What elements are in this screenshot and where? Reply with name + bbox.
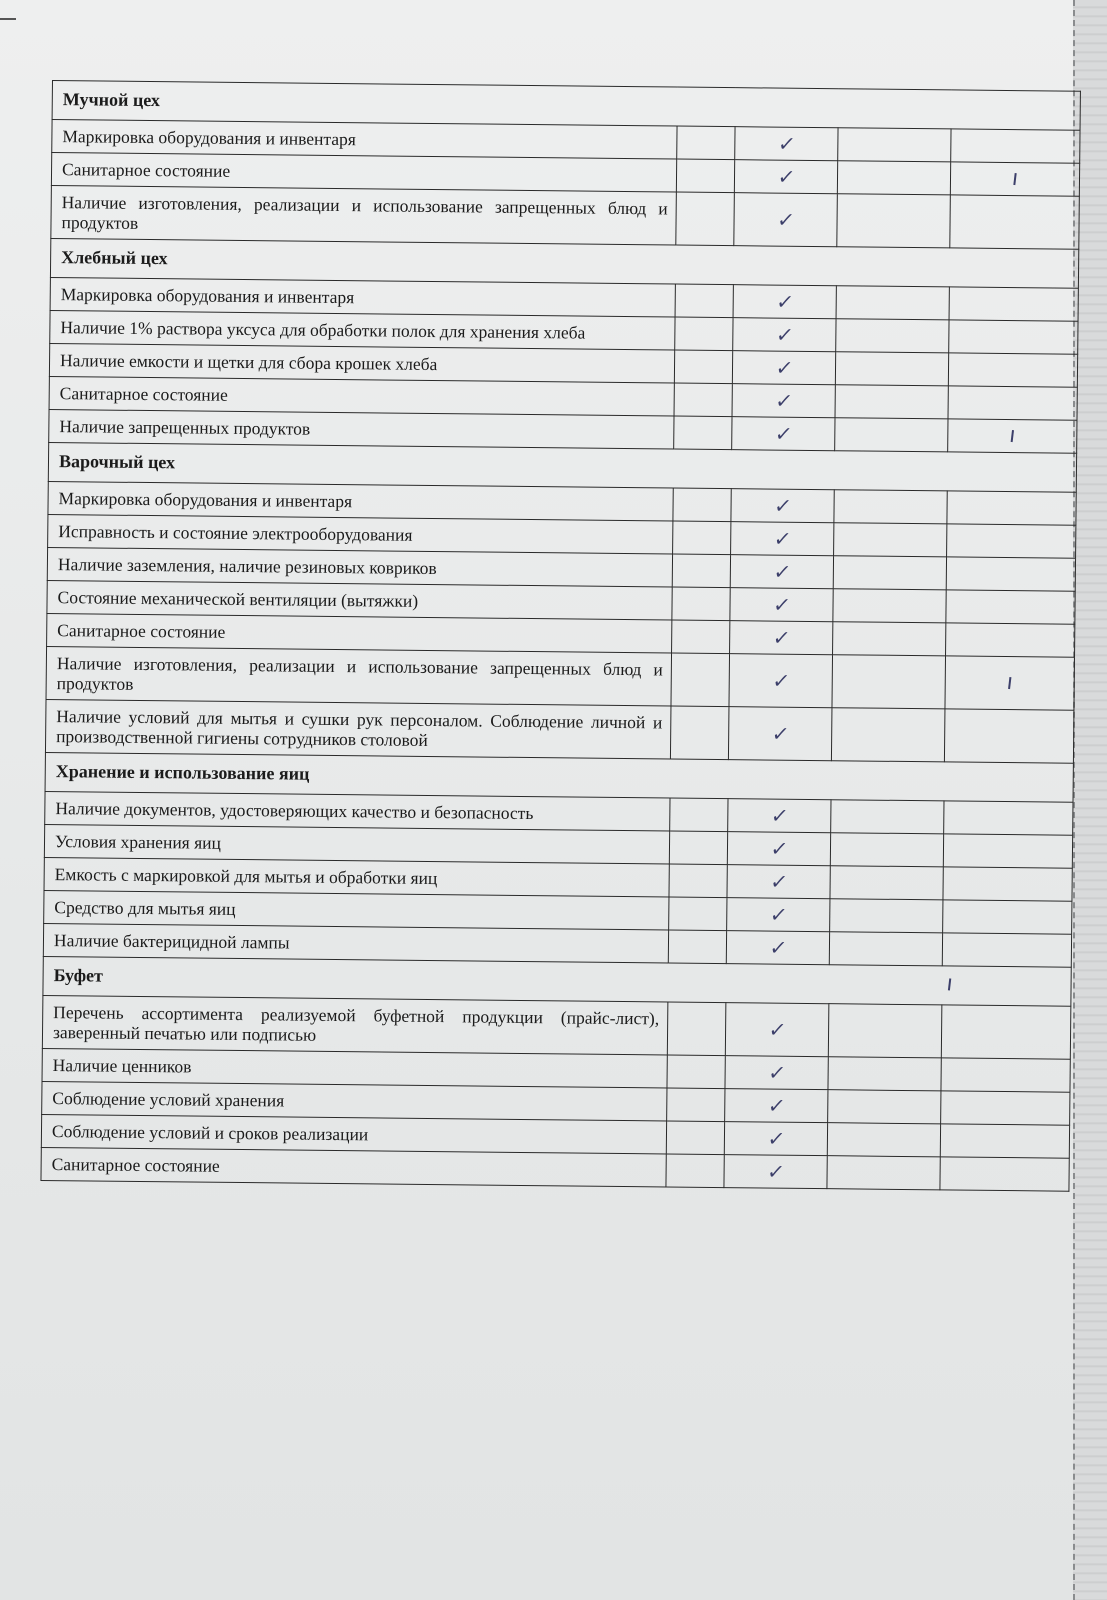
notes-cell (941, 1005, 1071, 1059)
requirement-text: Санитарное состояние (41, 1147, 666, 1187)
check-mark-icon: ✓ (766, 1093, 787, 1118)
check-mark-icon: ✓ (771, 592, 792, 617)
check-mark-icon: ✓ (772, 493, 793, 518)
blank-cell (677, 126, 735, 160)
blank-cell (673, 521, 731, 555)
noncompliance-cell (830, 899, 943, 933)
noncompliance-cell (828, 1004, 942, 1058)
blank-cell (667, 1055, 725, 1089)
check-mark-icon: ✓ (776, 131, 797, 156)
blank-cell (673, 488, 731, 522)
noncompliance-cell (838, 128, 951, 162)
check-mark-icon: ✓ (775, 207, 796, 232)
noncompliance-cell (833, 622, 946, 656)
noncompliance-cell (828, 1057, 941, 1091)
check-mark-icon: ✓ (774, 289, 795, 314)
pen-tick-mark (1008, 677, 1011, 689)
requirement-text: Наличие изготовления, реализации и использование запрещенных блюд и продуктов (51, 185, 677, 245)
check-mark-icon: ✓ (774, 322, 795, 347)
check-mark-icon: ✓ (765, 1126, 787, 1151)
compliance-cell (730, 555, 833, 589)
check-mark-icon: ✓ (765, 1159, 786, 1184)
noncompliance-cell (833, 556, 946, 590)
compliance-cell (726, 931, 829, 965)
check-mark-icon: ✓ (768, 902, 789, 927)
compliance-cell (730, 588, 833, 622)
requirement-text: Соблюдение условий и сроков реализации (41, 1114, 666, 1154)
check-mark-icon: ✓ (771, 625, 792, 650)
noncompliance-cell (832, 655, 946, 709)
blank-cell (672, 554, 730, 588)
blank-cell (669, 831, 727, 865)
notes-cell (943, 867, 1072, 901)
requirement-text: Наличие заземления, наличие резиновых ковриков (47, 547, 672, 587)
notes-cell (945, 656, 1075, 710)
requirement-text: Санитарное состояние (49, 376, 674, 416)
blank-cell (669, 897, 727, 931)
requirement-text: Наличие ценников (42, 1048, 667, 1088)
notes-cell (948, 353, 1077, 387)
blank-cell (675, 317, 733, 351)
checklist-body (41, 81, 1080, 1192)
requirement-text: Маркировка оборудования и инвентаря (48, 481, 673, 521)
blank-cell (670, 798, 728, 832)
requirement-text: Санитарное состояние (47, 613, 672, 653)
check-mark-icon: ✓ (766, 1060, 787, 1085)
noncompliance-cell (833, 589, 946, 623)
check-mark-icon: ✓ (766, 1017, 788, 1042)
compliance-cell (728, 799, 831, 833)
check-mark-icon: ✓ (775, 164, 797, 189)
compliance-cell (733, 318, 836, 352)
requirement-text: Средство для мытья яиц (44, 890, 669, 930)
notes-cell (948, 386, 1077, 420)
notes-cell (941, 1058, 1070, 1092)
blank-cell (667, 1002, 726, 1056)
check-mark-icon: ✓ (769, 721, 791, 746)
requirement-text: Наличие запрещенных продуктов (49, 409, 674, 449)
requirement-text: Санитарное состояние (51, 153, 676, 193)
blank-cell (672, 587, 730, 621)
section-title-text: Мучной цех (62, 89, 161, 111)
section-title-text: Хлебный цех (61, 247, 168, 269)
blank-cell (676, 159, 734, 193)
section-title-text: Варочный цех (58, 451, 176, 473)
check-mark-icon: ✓ (767, 935, 789, 960)
requirement-text: Наличие бактерицидной лампы (43, 923, 668, 963)
compliance-cell (732, 417, 835, 451)
checklist-sheet (40, 80, 1079, 1192)
notes-cell (949, 320, 1078, 354)
noncompliance-cell (836, 286, 949, 320)
noncompliance-cell (827, 1123, 940, 1157)
blank-cell (666, 1154, 724, 1188)
blank-cell (667, 1088, 725, 1122)
notes-cell (948, 419, 1077, 453)
requirement-text: Состояние механической вентиляции (вытяжки) (47, 580, 672, 620)
requirement-text: Наличие 1% раствора уксуса для обработки полок для хранения хлеба (50, 310, 675, 350)
compliance-cell (727, 865, 830, 899)
compliance-cell (730, 621, 833, 655)
compliance-cell (732, 351, 835, 385)
blank-cell (666, 1121, 724, 1155)
notes-cell (941, 1091, 1070, 1125)
check-mark-icon: ✓ (768, 869, 789, 894)
noncompliance-cell (835, 385, 948, 419)
blank-cell (674, 383, 732, 417)
requirement-text: Наличие документов, удостоверяющих качество и безопасность (45, 791, 670, 831)
notes-cell (951, 129, 1080, 163)
requirement-text: Наличие емкости и щетки для сбора крошек хлеба (49, 343, 674, 383)
check-mark-icon: ✓ (772, 526, 793, 551)
check-mark-icon: ✓ (773, 388, 794, 413)
compliance-cell (725, 1089, 828, 1123)
compliance-cell (725, 1056, 828, 1090)
notes-cell (946, 557, 1075, 591)
blank-cell (670, 706, 729, 760)
notes-cell (946, 623, 1075, 657)
noncompliance-cell (837, 194, 951, 248)
blank-cell (676, 192, 735, 246)
notes-cell (949, 287, 1078, 321)
compliance-cell (735, 127, 838, 161)
compliance-cell (727, 832, 830, 866)
section-title-text: Буфет (53, 965, 104, 986)
compliance-cell (731, 489, 834, 523)
compliance-cell (734, 193, 838, 247)
notes-cell (943, 900, 1072, 934)
pen-tick-mark (1013, 173, 1016, 185)
compliance-cell (732, 384, 835, 418)
noncompliance-cell (830, 833, 943, 867)
compliance-cell (734, 160, 837, 194)
requirement-text: Исправность и состояние электрооборудования (48, 514, 673, 554)
notes-cell (950, 162, 1079, 196)
check-mark-icon: ✓ (769, 803, 790, 828)
notes-cell (940, 1124, 1069, 1158)
noncompliance-cell (831, 800, 944, 834)
notes-cell (940, 1157, 1069, 1191)
blank-cell (669, 864, 727, 898)
requirement-text: Соблюдение условий хранения (42, 1081, 667, 1121)
compliance-cell (727, 898, 830, 932)
pen-tick-mark (949, 974, 951, 994)
check-mark-icon: ✓ (770, 668, 791, 693)
requirement-text: Наличие изготовления, реализации и использование запрещенных блюд и продуктов (46, 646, 672, 706)
blank-cell (671, 653, 730, 707)
noncompliance-cell (836, 319, 949, 353)
noncompliance-cell (829, 932, 942, 966)
requirement-text: Наличие условий для мытья и сушки рук персоналом. Соблюдение личной и производственной гигиены сотрудников столовой (45, 699, 671, 759)
noncompliance-cell (835, 418, 948, 452)
noncompliance-cell (834, 523, 947, 557)
notes-cell (944, 801, 1073, 835)
compliance-cell (729, 654, 833, 708)
notes-cell (950, 195, 1080, 249)
section-title-text: Хранение и использование яиц (55, 761, 310, 784)
noncompliance-cell (834, 490, 947, 524)
compliance-cell (733, 285, 836, 319)
blank-cell (672, 620, 730, 654)
notes-cell (947, 491, 1076, 525)
check-mark-icon: ✓ (771, 559, 793, 584)
noncompliance-cell (828, 1090, 941, 1124)
requirement-text: Маркировка оборудования и инвентаря (52, 120, 677, 160)
compliance-cell (731, 522, 834, 556)
compliance-cell (724, 1122, 827, 1156)
compliance-cell (725, 1003, 829, 1057)
requirement-text: Маркировка оборудования и инвентаря (50, 277, 675, 317)
compliance-cell (724, 1155, 827, 1189)
notes-cell (942, 933, 1071, 967)
requirement-text: Перечень ассортимента реализуемой буфетной продукции (прайс-лист), заверенный печатью или подписью (42, 995, 668, 1055)
noncompliance-cell (830, 866, 943, 900)
requirement-text: Емкость с маркировкой для мытья и обработки яиц (44, 857, 669, 897)
noncompliance-cell (827, 1156, 940, 1190)
margin-mark (0, 18, 16, 20)
blank-cell (674, 350, 732, 384)
notes-cell (946, 590, 1075, 624)
inspection-checklist-table (40, 80, 1081, 1192)
noncompliance-cell (835, 352, 948, 386)
check-mark-icon: ✓ (768, 836, 790, 861)
notes-cell (943, 834, 1072, 868)
compliance-cell (728, 707, 832, 761)
check-mark-icon: ✓ (773, 421, 794, 446)
notes-cell (944, 709, 1074, 763)
blank-cell (668, 930, 726, 964)
blank-cell (674, 416, 732, 450)
blank-cell (675, 284, 733, 318)
noncompliance-cell (831, 708, 945, 762)
requirement-text: Условия хранения яиц (44, 824, 669, 864)
noncompliance-cell (837, 161, 950, 195)
check-mark-icon: ✓ (773, 355, 795, 380)
notes-cell (947, 524, 1076, 558)
pen-tick-mark (1011, 430, 1014, 442)
